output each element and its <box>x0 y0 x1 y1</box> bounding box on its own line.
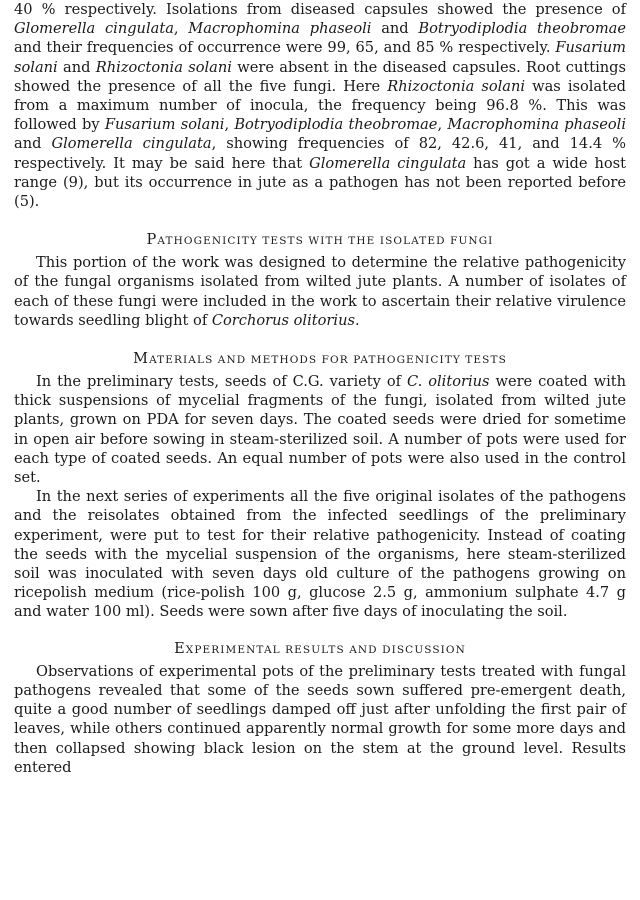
body-text-run: In the next series of experiments all the five original isolates of the pathogens and the reisolates obtained from the infected seedlings of the preliminary experiment, were put to test for their relative pathogenicity. Instead of coating the seeds with the mycelial suspension of the organisms, here steam-sterilized soil was inoculated with seven days old culture of the pathogens growing on ricepolish medium (rice-polish 100 g, glucose 2.5 g, ammonium sulphate 4.7 g and water 100 ml). Seeds were sown after five days of inoculating the soil. <box>14 488 626 621</box>
heading-initial: E <box>174 640 186 657</box>
body-text-run: and <box>14 135 52 153</box>
body-text-run: were coated with thick suspensions of mycelial fragments of the fungi, isolated from wilted jute plants, grown on PDA for seven days. The coated seeds were dried for sometime in open air before sowing in steam-sterilized soil. A number of pots were used for each type of coated seeds. An equal number of pots were also used in the control set. <box>14 373 626 487</box>
italic-taxon-text: Fusarium solani <box>104 116 225 134</box>
heading-rest: ATERIALS AND METHODS FOR PATHOGENICITY TESTS <box>149 354 507 367</box>
paragraph-observations <box>14 662 626 777</box>
italic-taxon-text: Macrophomina phaseoli <box>188 20 372 38</box>
body-text-run: has got a wide host range (9), but its occurrence in jute as a pathogen has not been reported before (5). <box>14 154 626 211</box>
italic-taxon-text: C. olitorius <box>406 373 490 391</box>
section-heading-results-discussion <box>14 639 626 660</box>
italic-taxon-text: Macrophomina phaseoli <box>447 116 626 134</box>
body-text-run: , <box>437 116 448 134</box>
body-text-run: were absent in the diseased capsules. Root cuttings showed the presence of all the five fungi. Here <box>14 58 626 95</box>
paragraph-preliminary-tests <box>14 372 626 487</box>
body-text-run: and their frequencies of occurrence were 99, 65, and 85 % respectively. <box>14 39 556 57</box>
body-text-run: and <box>57 58 96 76</box>
paragraph-next-series <box>14 487 626 621</box>
body-text-run: . <box>354 311 360 329</box>
italic-taxon-text: Glomerella cingulata <box>51 135 212 153</box>
italic-taxon-text: Rhizoctonia solani <box>387 77 526 95</box>
paragraph-pathogenicity-intro <box>14 253 626 330</box>
italic-taxon-text: Rhizoctonia solani <box>95 58 232 76</box>
paper-page <box>14 0 626 777</box>
italic-taxon-text: Fusarium solani <box>14 39 626 76</box>
body-text-run: , showing frequencies of 82, 42.6, 41, and 14.4 % respectively. It may be said here that <box>14 135 626 172</box>
italic-taxon-text: Glomerella cingulata <box>14 20 174 38</box>
italic-taxon-text: Corchorus olitorius <box>211 311 355 329</box>
paragraph-isolation-results <box>14 0 626 211</box>
body-text-run: In the preliminary tests, seeds of C.G. variety of <box>36 373 407 391</box>
body-text-run: and <box>371 20 419 38</box>
body-text-run: Observations of experimental pots of the preliminary tests treated with fungal pathogens revealed that some of the seeds sown suffered pre-emergent death, quite a good number of seedlings damped off just after unfolding the first pair of leaves, while others continued apparently normal growth for some more days and then collapsed showing black lesion on the stem at the ground level. Results entered <box>14 662 626 776</box>
section-heading-materials-methods <box>14 349 626 370</box>
italic-taxon-text: Botryodiplodia theobromae <box>418 20 626 38</box>
heading-initial: P <box>146 232 158 249</box>
heading-rest: XPERIMENTAL RESULTS AND DISCUSSION <box>185 643 466 656</box>
italic-taxon-text: Glomerella cingulata <box>309 154 467 172</box>
body-text-run: , <box>173 20 189 38</box>
heading-initial: M <box>133 351 150 368</box>
section-heading-pathogenicity-tests <box>14 230 626 251</box>
heading-rest: ATHOGENICITY TESTS WITH THE ISOLATED FUNGI <box>157 235 494 248</box>
body-text-run: 40 % respectively. Isolations from diseased capsules showed the presence of <box>14 1 626 18</box>
italic-taxon-text: Botryodiplodia theobromae <box>234 116 438 134</box>
body-text-run: , <box>224 116 235 134</box>
body-text-run: This portion of the work was designed to determine the relative pathogenicity of the fungal organisms isolated from wilted jute plants. A number of isolates of each of these fungi were included in the work to ascertain their relative virulence towards seedling blight of <box>14 254 626 329</box>
body-text-run: was isolated from a maximum number of inocula, the frequency being 96.8 %. This was followed by <box>14 77 626 134</box>
